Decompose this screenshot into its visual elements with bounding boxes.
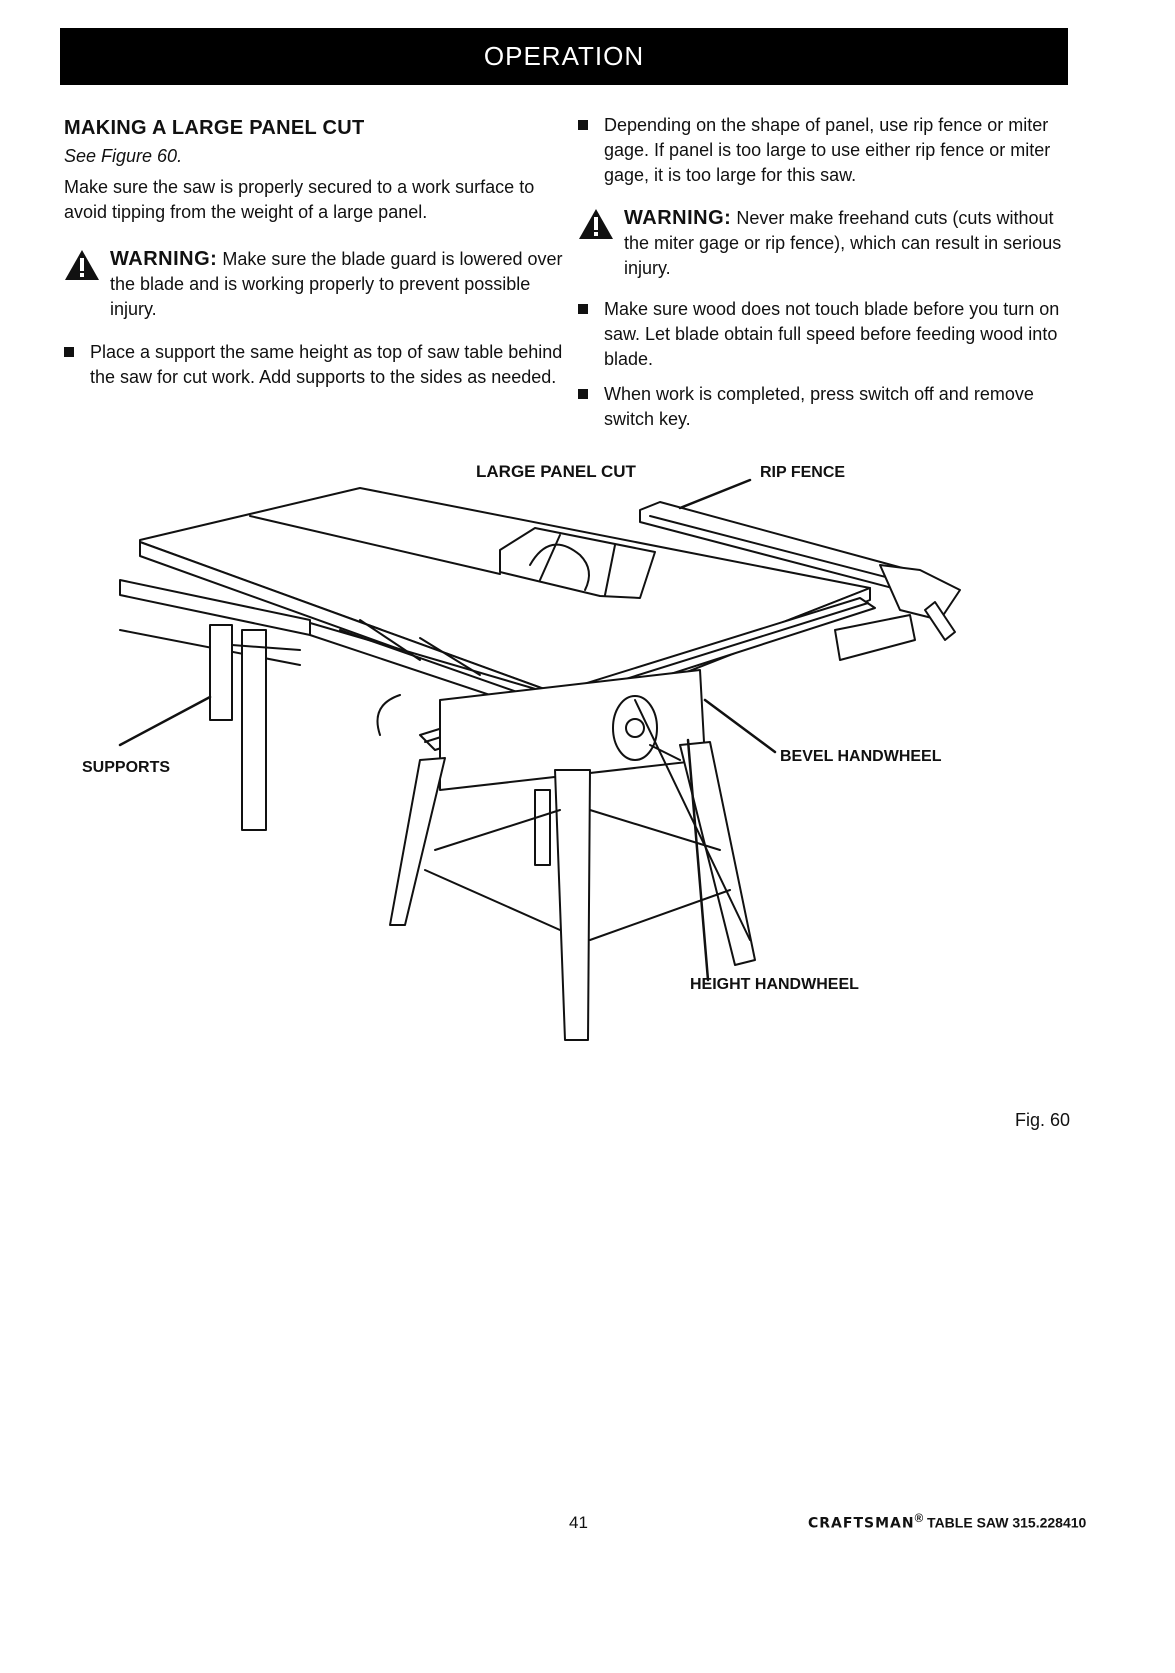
warning-text: Make sure the blade guard is lowered over the blade and is working properly to prevent possible injury. (110, 249, 563, 319)
callout-bevel-handwheel: BEVEL HANDWHEEL (780, 748, 942, 765)
section-header-bar (60, 28, 1068, 85)
figure-reference: See Figure 60. (64, 146, 183, 166)
bullet-item (64, 340, 564, 390)
bullet-text: Place a support the same height as top of saw table behind the saw for cut work. Add supports to the sides as needed. (90, 342, 563, 387)
product-name: TABLE SAW 315.228410 (923, 1514, 1087, 1531)
bullet-text: Make sure wood does not touch blade before you turn on saw. Let blade obtain full speed before feeding wood into blade. (604, 299, 1060, 369)
right-column (578, 113, 1068, 442)
bullet-item (578, 297, 1068, 372)
warning-label: WARNING: (110, 248, 218, 270)
callout-supports: SUPPORTS (82, 759, 171, 776)
section-heading: MAKING A LARGE PANEL CUT (64, 117, 365, 139)
warning-label: WARNING: (624, 207, 732, 229)
callout-height-handwheel: HEIGHT HANDWHEEL (690, 976, 859, 993)
bullet-square-icon (578, 304, 588, 314)
bullet-item (578, 113, 1068, 188)
callout-rip-fence: RIP FENCE (760, 464, 846, 481)
support-stand (120, 580, 310, 830)
bullet-square-icon (64, 347, 74, 357)
bullet-square-icon (578, 120, 588, 130)
bullet-text: Depending on the shape of panel, use rip fence or miter gage. If panel is too large to use either rip fence or miter gage, it is too large for this saw. (604, 115, 1051, 185)
warning-block-left (64, 247, 564, 322)
warning-block-right (578, 206, 1068, 281)
figure-title: LARGE PANEL CUT (476, 462, 636, 481)
warning-text: Never make freehand cuts (cuts without the miter gage or rip fence), which can result in serious injury. (624, 208, 1062, 278)
section-title: OPERATION (483, 41, 645, 71)
brand-registered-mark: ® (914, 1512, 924, 1525)
footer-product (808, 1512, 1086, 1532)
bullet-square-icon (578, 389, 588, 399)
left-column (64, 116, 564, 398)
brand-logo: CRAFTSMAN (808, 1515, 915, 1532)
bullet-item (578, 382, 1068, 432)
warning-triangle-icon (578, 208, 614, 240)
figure-number: Fig. 60 (1015, 1110, 1071, 1130)
page-number: 41 (569, 1513, 588, 1532)
bullet-text: When work is completed, press switch off and remove switch key. (604, 384, 1034, 429)
warning-triangle-icon (64, 249, 100, 281)
table-saw-illustration (60, 470, 1060, 1100)
intro-paragraph: Make sure the saw is properly secured to a work surface to avoid tipping from the weight of a large panel. (64, 177, 535, 222)
